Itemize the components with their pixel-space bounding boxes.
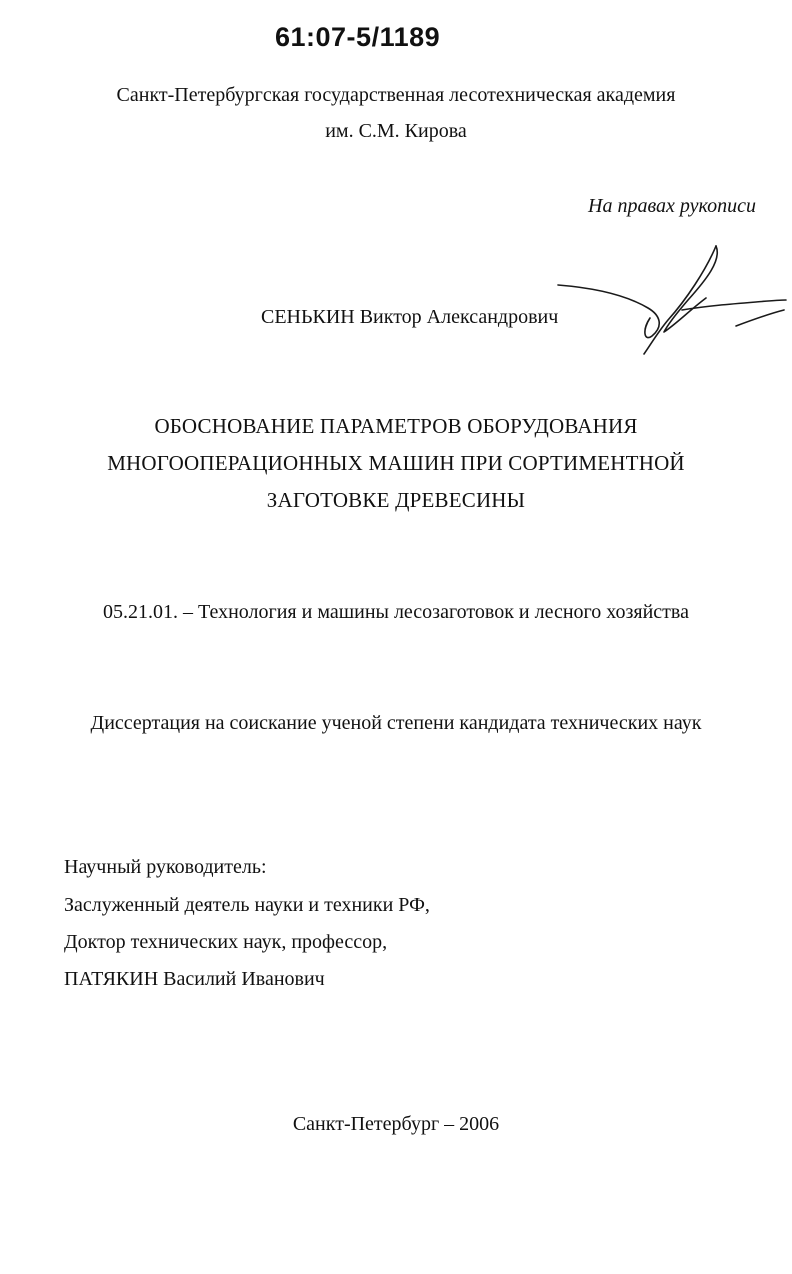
manuscript-rights-note: На правах рукописи	[588, 195, 756, 217]
supervisor-name: ПАТЯКИН Василий Иванович	[64, 968, 325, 990]
handwritten-signature	[556, 240, 788, 360]
institution-name-suffix: им. С.М. Кирова	[325, 120, 467, 142]
supervisor-honorary-title: Заслуженный деятель науки и техники РФ,	[64, 894, 430, 916]
supervisor-heading: Научный руководитель:	[64, 856, 267, 878]
institution-name: Санкт-Петербургская государственная лесотехническая академия	[116, 84, 676, 106]
thesis-title-line-1: ОБОСНОВАНИЕ ПАРАМЕТРОВ ОБОРУДОВАНИЯ	[154, 414, 638, 438]
archive-stamp-number: 61:07-5/1189	[275, 22, 441, 52]
specialty-code: 05.21.01. – Технология и машины лесозаготовок и лесного хозяйства	[103, 601, 689, 623]
supervisor-academic-title: Доктор технических наук, профессор,	[64, 931, 388, 953]
place-and-year: Санкт-Петербург – 2006	[292, 1113, 500, 1135]
author-name: СЕНЬКИН Виктор Александрович	[261, 306, 559, 328]
thesis-title-line-3: ЗАГОТОВКЕ ДРЕВЕСИНЫ	[266, 488, 526, 512]
degree-statement: Диссертация на соискание ученой степени кандидата технических наук	[90, 712, 702, 734]
thesis-title-line-2: МНОГООПЕРАЦИОННЫХ МАШИН ПРИ СОРТИМЕНТНОЙ	[107, 451, 685, 475]
